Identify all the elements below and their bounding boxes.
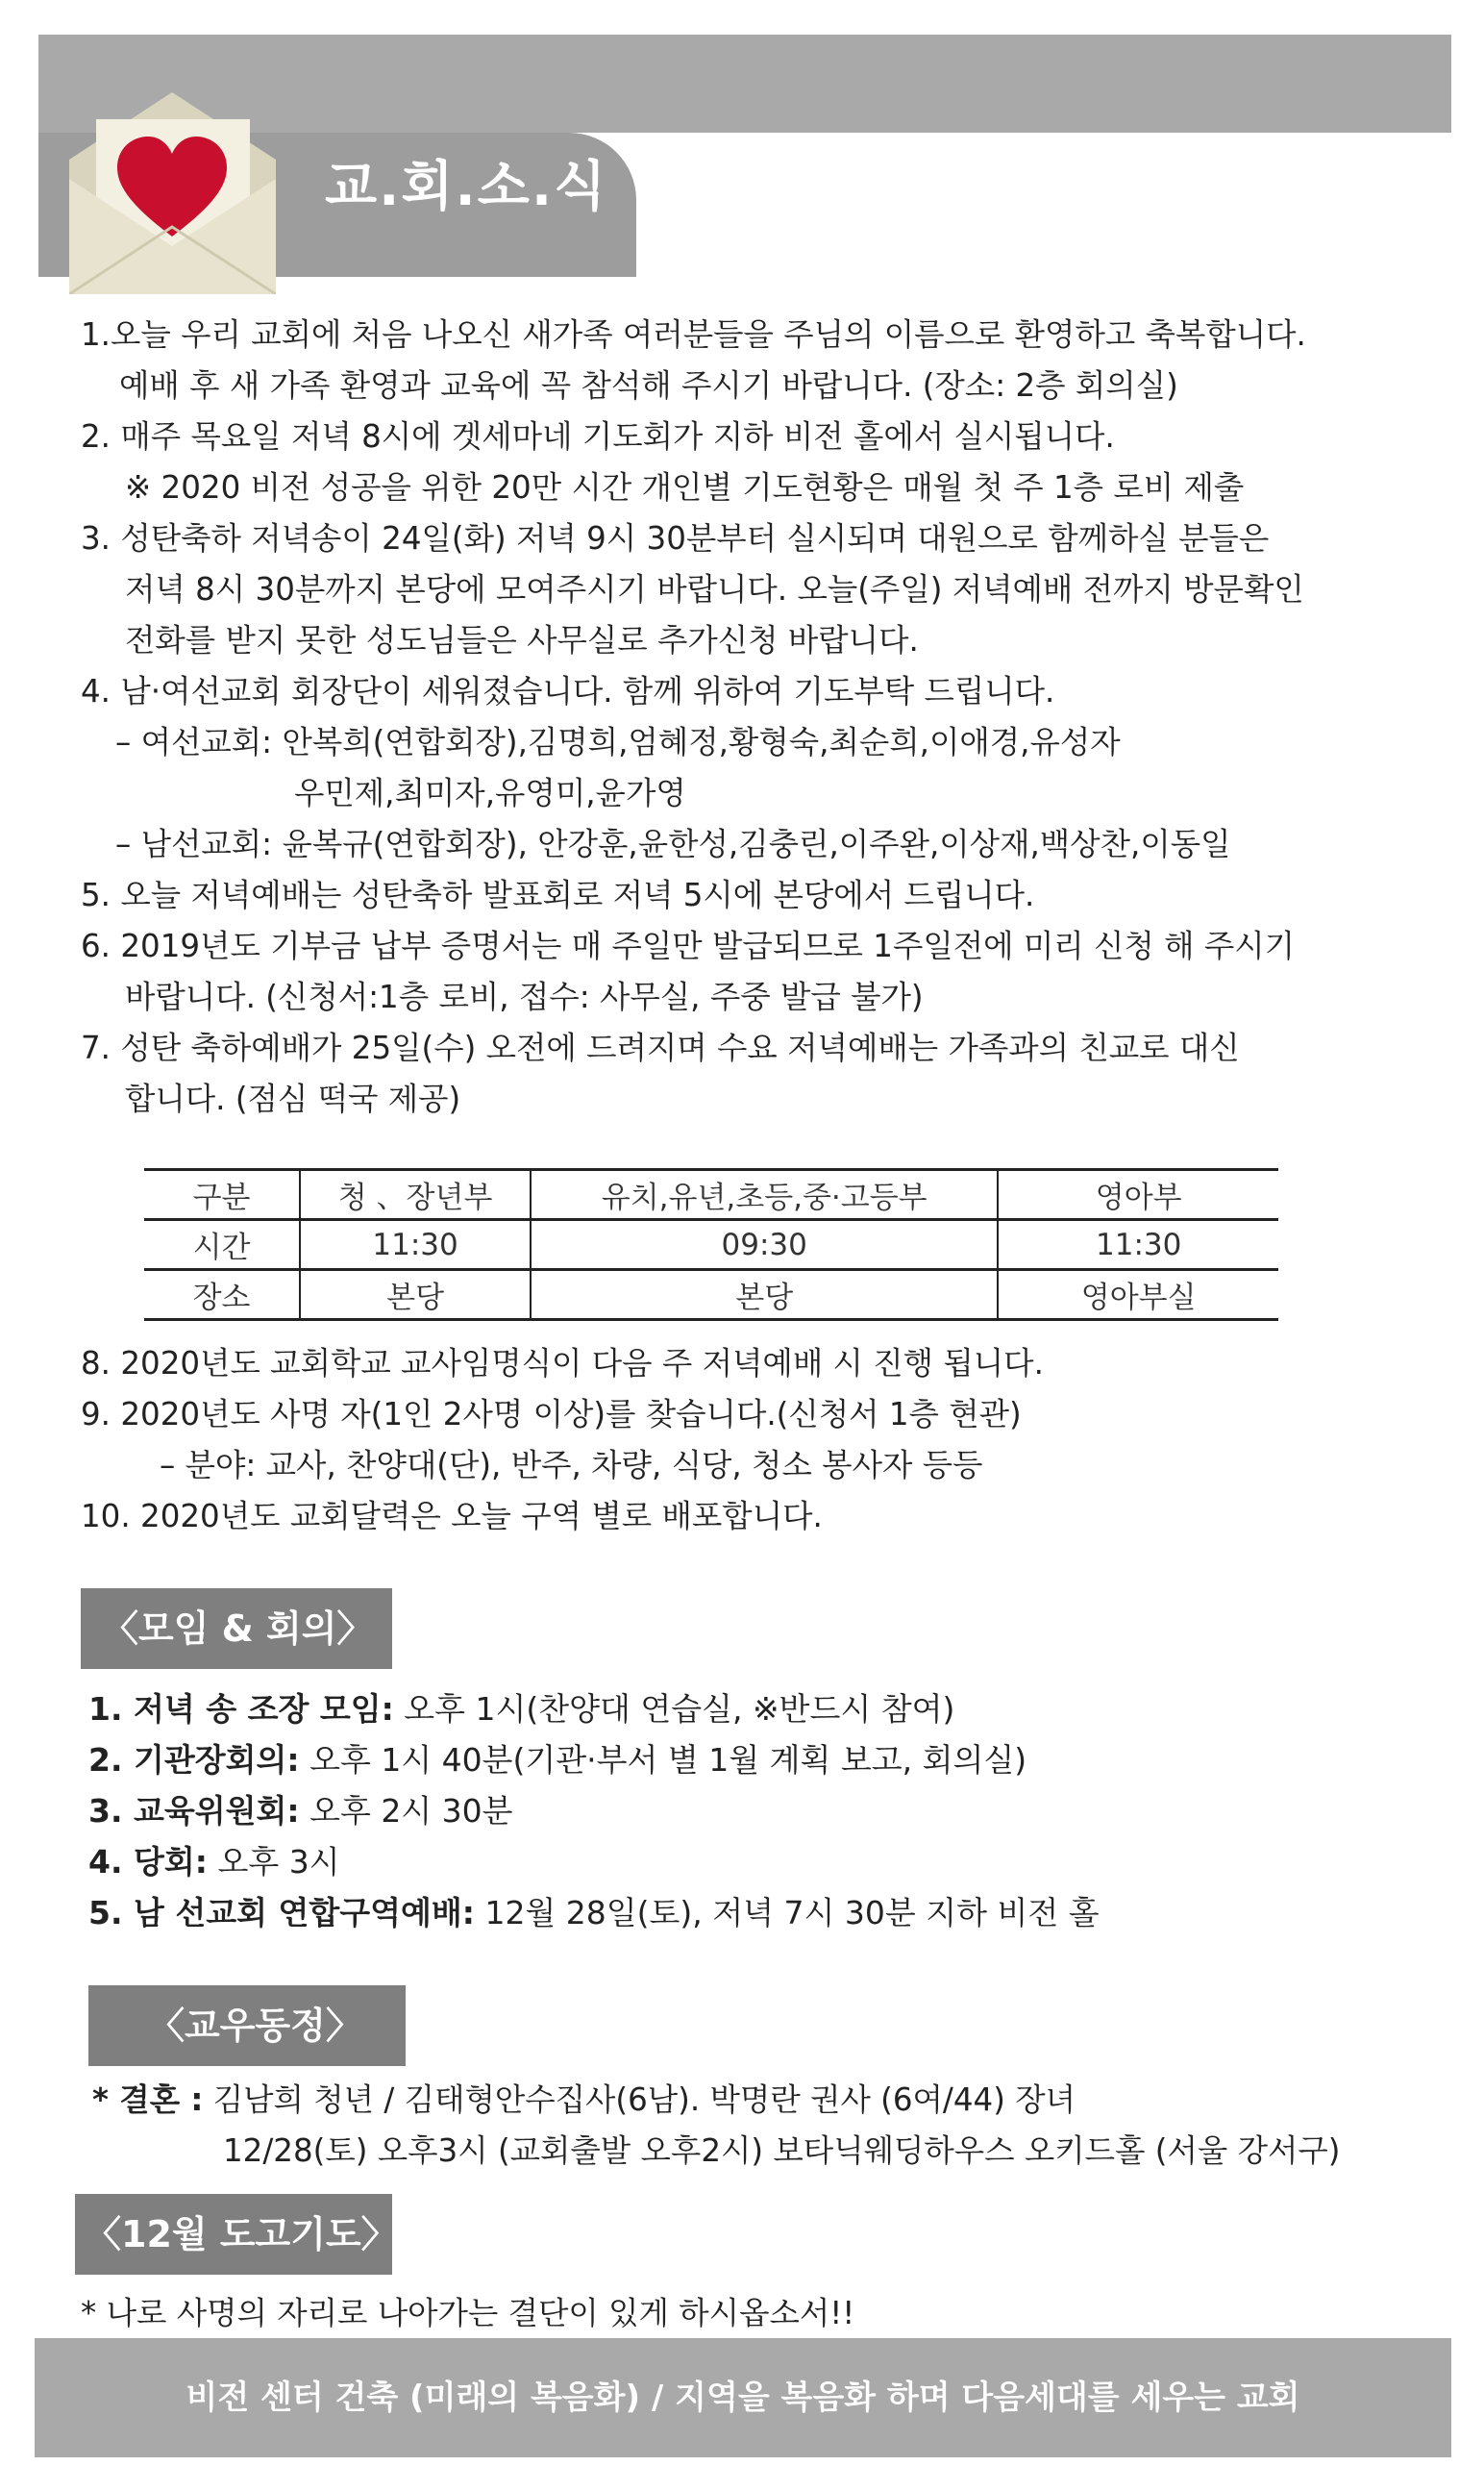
worship-schedule-table xyxy=(144,1168,1278,1321)
table-cell: 본당 xyxy=(300,1270,531,1320)
meetings-section-title: 〈모임 & 회의〉 xyxy=(81,1588,392,1669)
meeting-detail: 오후 3시 xyxy=(207,1843,340,1881)
list-item xyxy=(88,1887,1100,1938)
table-cell: 11:30 xyxy=(998,1220,1278,1270)
table-cell: 유치,유년,초등,중·고등부 xyxy=(531,1170,998,1220)
table-cell: 영아부 xyxy=(998,1170,1278,1220)
notice-line: 2. 매주 목요일 저녁 8시에 겟세마네 기도회가 지하 비전 홀에서 실시됩니다. xyxy=(81,418,1115,455)
list-item xyxy=(88,1734,1100,1785)
notice-line: 바랍니다. (신청서:1층 로비, 접수: 사무실, 주중 발급 불가) xyxy=(125,979,924,1015)
list-item xyxy=(88,1785,1100,1836)
list-item xyxy=(88,1836,1100,1887)
notice-line: 3. 성탄축하 저녁송이 24일(화) 저녁 9시 30분부터 실시되며 대원으로 함께하실 분들은 xyxy=(81,520,1270,557)
notice-line: 1.오늘 우리 교회에 처음 나오신 새가족 여러분들을 주님의 이름으로 환영하고 축복합니다. xyxy=(81,316,1306,353)
notice-line: 합니다. (점심 떡국 제공) xyxy=(125,1081,461,1117)
table-cell: 09:30 xyxy=(531,1220,998,1270)
table-cell: 구분 xyxy=(144,1170,300,1220)
prayer-text: * 나로 사명의 자리로 나아가는 결단이 있게 하시옵소서!! xyxy=(81,2295,855,2331)
news-detail: 김남희 청년 / 김태형안수집사(6남). 박명란 권사 (6여/44) 장녀 xyxy=(203,2081,1076,2118)
notice-line: 예배 후 새 가족 환영과 교육에 꼭 참석해 주시기 바랍니다. (장소: 2층 회의실) xyxy=(119,367,1178,404)
meeting-detail: 오후 1시(찬양대 연습실, ※반드시 참여) xyxy=(393,1690,955,1728)
notice-line: 9. 2020년도 사명 자(1인 2사명 이상)를 찾습니다.(신청서 1층 현관) xyxy=(81,1396,1022,1432)
notice-line: ※ 2020 비전 성공을 위한 20만 시간 개인별 기도현황은 매월 첫 주 1층 로비 제출 xyxy=(125,469,1245,506)
news-line xyxy=(92,2075,1340,2126)
notice-line: 8. 2020년도 교회학교 교사임명식이 다음 주 저녁예배 시 진행 됩니다. xyxy=(81,1345,1044,1382)
notice-line: 5. 오늘 저녁예배는 성탄축하 발표회로 저녁 5시에 본당에서 드립니다. xyxy=(81,877,1035,913)
table-row xyxy=(144,1170,1278,1220)
notice-line: – 남선교회: 윤복규(연합회장), 안강훈,윤한성,김충린,이주완,이상재,백상찬,이동일 xyxy=(115,826,1231,862)
news-section-title: 〈교우동정〉 xyxy=(88,1985,406,2066)
notice-line: 우민제,최미자,유영미,윤가영 xyxy=(294,775,686,811)
notice-list-continued xyxy=(81,1338,1426,1542)
notice-line: 4. 남·여선교회 회장단이 세워졌습니다. 함께 위하여 기도부탁 드립니다. xyxy=(81,673,1055,710)
table-cell: 장소 xyxy=(144,1270,300,1320)
table-cell: 영아부실 xyxy=(998,1270,1278,1320)
notice-line: 10. 2020년도 교회달력은 오늘 구역 별로 배포합니다. xyxy=(81,1498,823,1534)
news-line: 12/28(토) 오후3시 (교회출발 오후2시) 보타닉웨딩하우스 오키드홀 (서울 강서구) xyxy=(223,2132,1341,2169)
meeting-detail: 오후 1시 40분(기관·부서 별 1월 계획 보고, 회의실) xyxy=(299,1741,1027,1779)
member-news xyxy=(92,2075,1340,2177)
page-title: 교.회.소.식 xyxy=(325,156,608,218)
footer-slogan: 비전 센터 건축 (미래의 복음화) / 지역을 복음화 하며 다음세대를 세우는 교회 xyxy=(35,2338,1451,2457)
prayer-section-title: 〈12월 도고기도〉 xyxy=(75,2194,392,2275)
news-label: * 결혼 : xyxy=(92,2081,204,2118)
meeting-label: 3. 교육위원회: xyxy=(88,1792,300,1830)
notice-line: – 여선교회: 안복희(연합회장),김명희,엄혜정,황형숙,최순희,이애경,유성자 xyxy=(115,724,1121,760)
notice-line: – 분야: 교사, 찬양대(단), 반주, 차량, 식당, 청소 봉사자 등등 xyxy=(160,1447,983,1483)
notice-list xyxy=(81,310,1426,1125)
meetings-list xyxy=(88,1683,1100,1938)
table-row xyxy=(144,1220,1278,1270)
meeting-label: 2. 기관장회의: xyxy=(88,1741,300,1779)
notice-line: 전화를 받지 못한 성도님들은 사무실로 추가신청 바랍니다. xyxy=(125,622,919,659)
meeting-label: 4. 당회: xyxy=(88,1843,208,1881)
notice-line: 저녁 8시 30분까지 본당에 모여주시기 바랍니다. 오늘(주일) 저녁예배 전까지 방문확인 xyxy=(125,571,1304,608)
notice-line: 7. 성탄 축하예배가 25일(수) 오전에 드려지며 수요 저녁예배는 가족과의 친교로 대신 xyxy=(81,1030,1240,1066)
list-item xyxy=(88,1683,1100,1734)
table-cell: 청 、장년부 xyxy=(300,1170,531,1220)
table-row xyxy=(144,1270,1278,1320)
table-cell: 시간 xyxy=(144,1220,300,1270)
meeting-label: 1. 저녁 송 조장 모임: xyxy=(88,1690,394,1728)
envelope-heart-icon xyxy=(69,92,276,294)
notice-line: 6. 2019년도 기부금 납부 증명서는 매 주일만 발급되므로 1주일전에 미리 신청 해 주시기 xyxy=(81,928,1296,964)
meeting-detail: 12월 28일(토), 저녁 7시 30분 지하 비전 홀 xyxy=(474,1894,1100,1931)
table-cell: 11:30 xyxy=(300,1220,531,1270)
meeting-label: 5. 남 선교회 연합구역예배: xyxy=(88,1894,475,1931)
table-cell: 본당 xyxy=(531,1270,998,1320)
meeting-detail: 오후 2시 30분 xyxy=(299,1792,513,1830)
